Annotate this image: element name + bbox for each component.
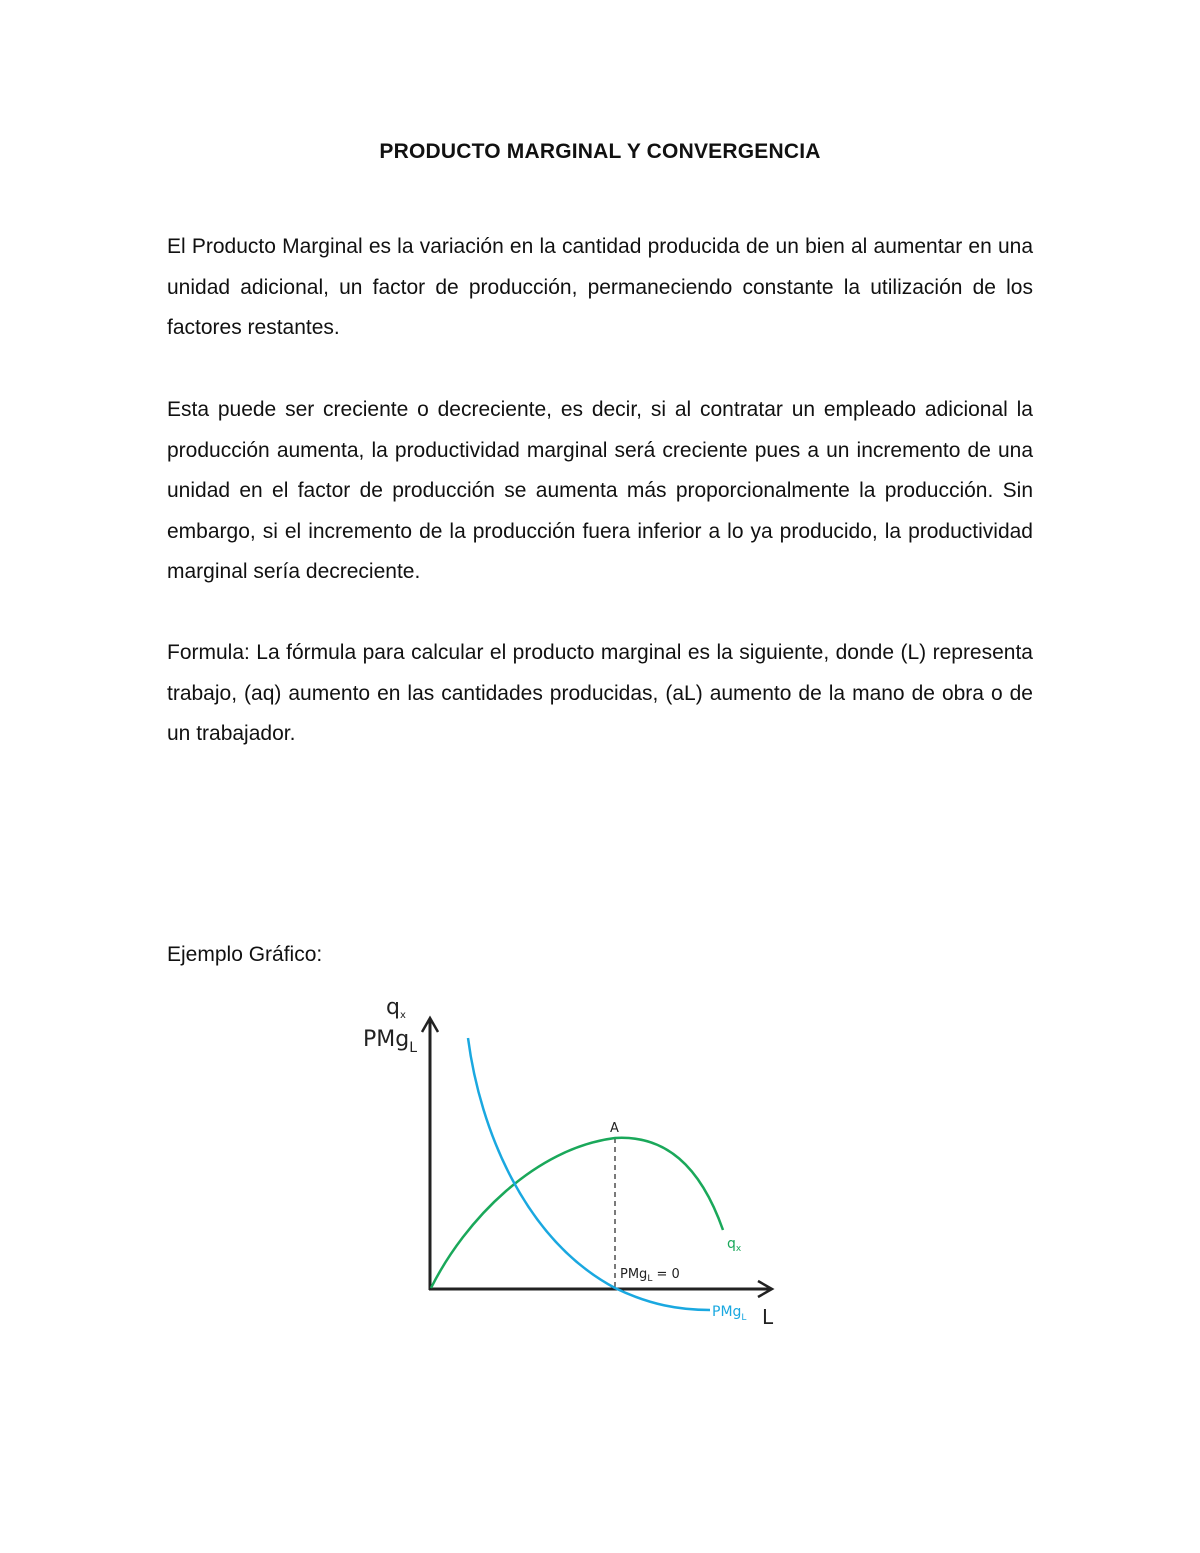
graph-axes [422, 1018, 772, 1297]
point-a-label: A [610, 1121, 619, 1136]
paragraph-definition: El Producto Marginal es la variación en la cantidad producida de un bien al aumentar en una unidad adicional, un factor de producción, permaneciendo constante la utilización de los factores restantes. [167, 235, 1033, 340]
y-axis-label-pmg: PMg$_L$ [363, 1027, 418, 1056]
paragraph-growth: Esta puede ser creciente o decreciente, es decir, si al contratar un empleado adicional la producción aumenta, la productividad marginal será creciente pues a un incremento de una unidad en el factor de producción se aumenta más proporcionalmente la producción. Sin embargo, si el incremento de la producción fuera inferior a lo ya producido, la productividad marginal sería decreciente. [167, 398, 1033, 584]
qx-curve-label: $q_x$ [727, 1236, 742, 1254]
example-label: Ejemplo Gráfico: [167, 943, 323, 966]
qx-curve [431, 1138, 723, 1288]
pmg-zero-label: PMg$_L$ = 0 [620, 1267, 680, 1284]
paragraph-formula: Formula: La fórmula para calcular el producto marginal es la siguiente, donde (L) representa trabajo, (aq) aumento en las cantidades producidas, (aL) aumento de la mano de obra o de un trabajador. [167, 641, 1033, 746]
document-title: PRODUCTO MARGINAL Y CONVERGENCIA [379, 140, 821, 163]
pmg-curve-label: PMg$_L$ [712, 1304, 747, 1323]
y-axis-label-qx: qx [386, 995, 406, 1021]
marginal-product-graph [355, 990, 785, 1340]
x-axis-label: L [762, 1305, 774, 1329]
